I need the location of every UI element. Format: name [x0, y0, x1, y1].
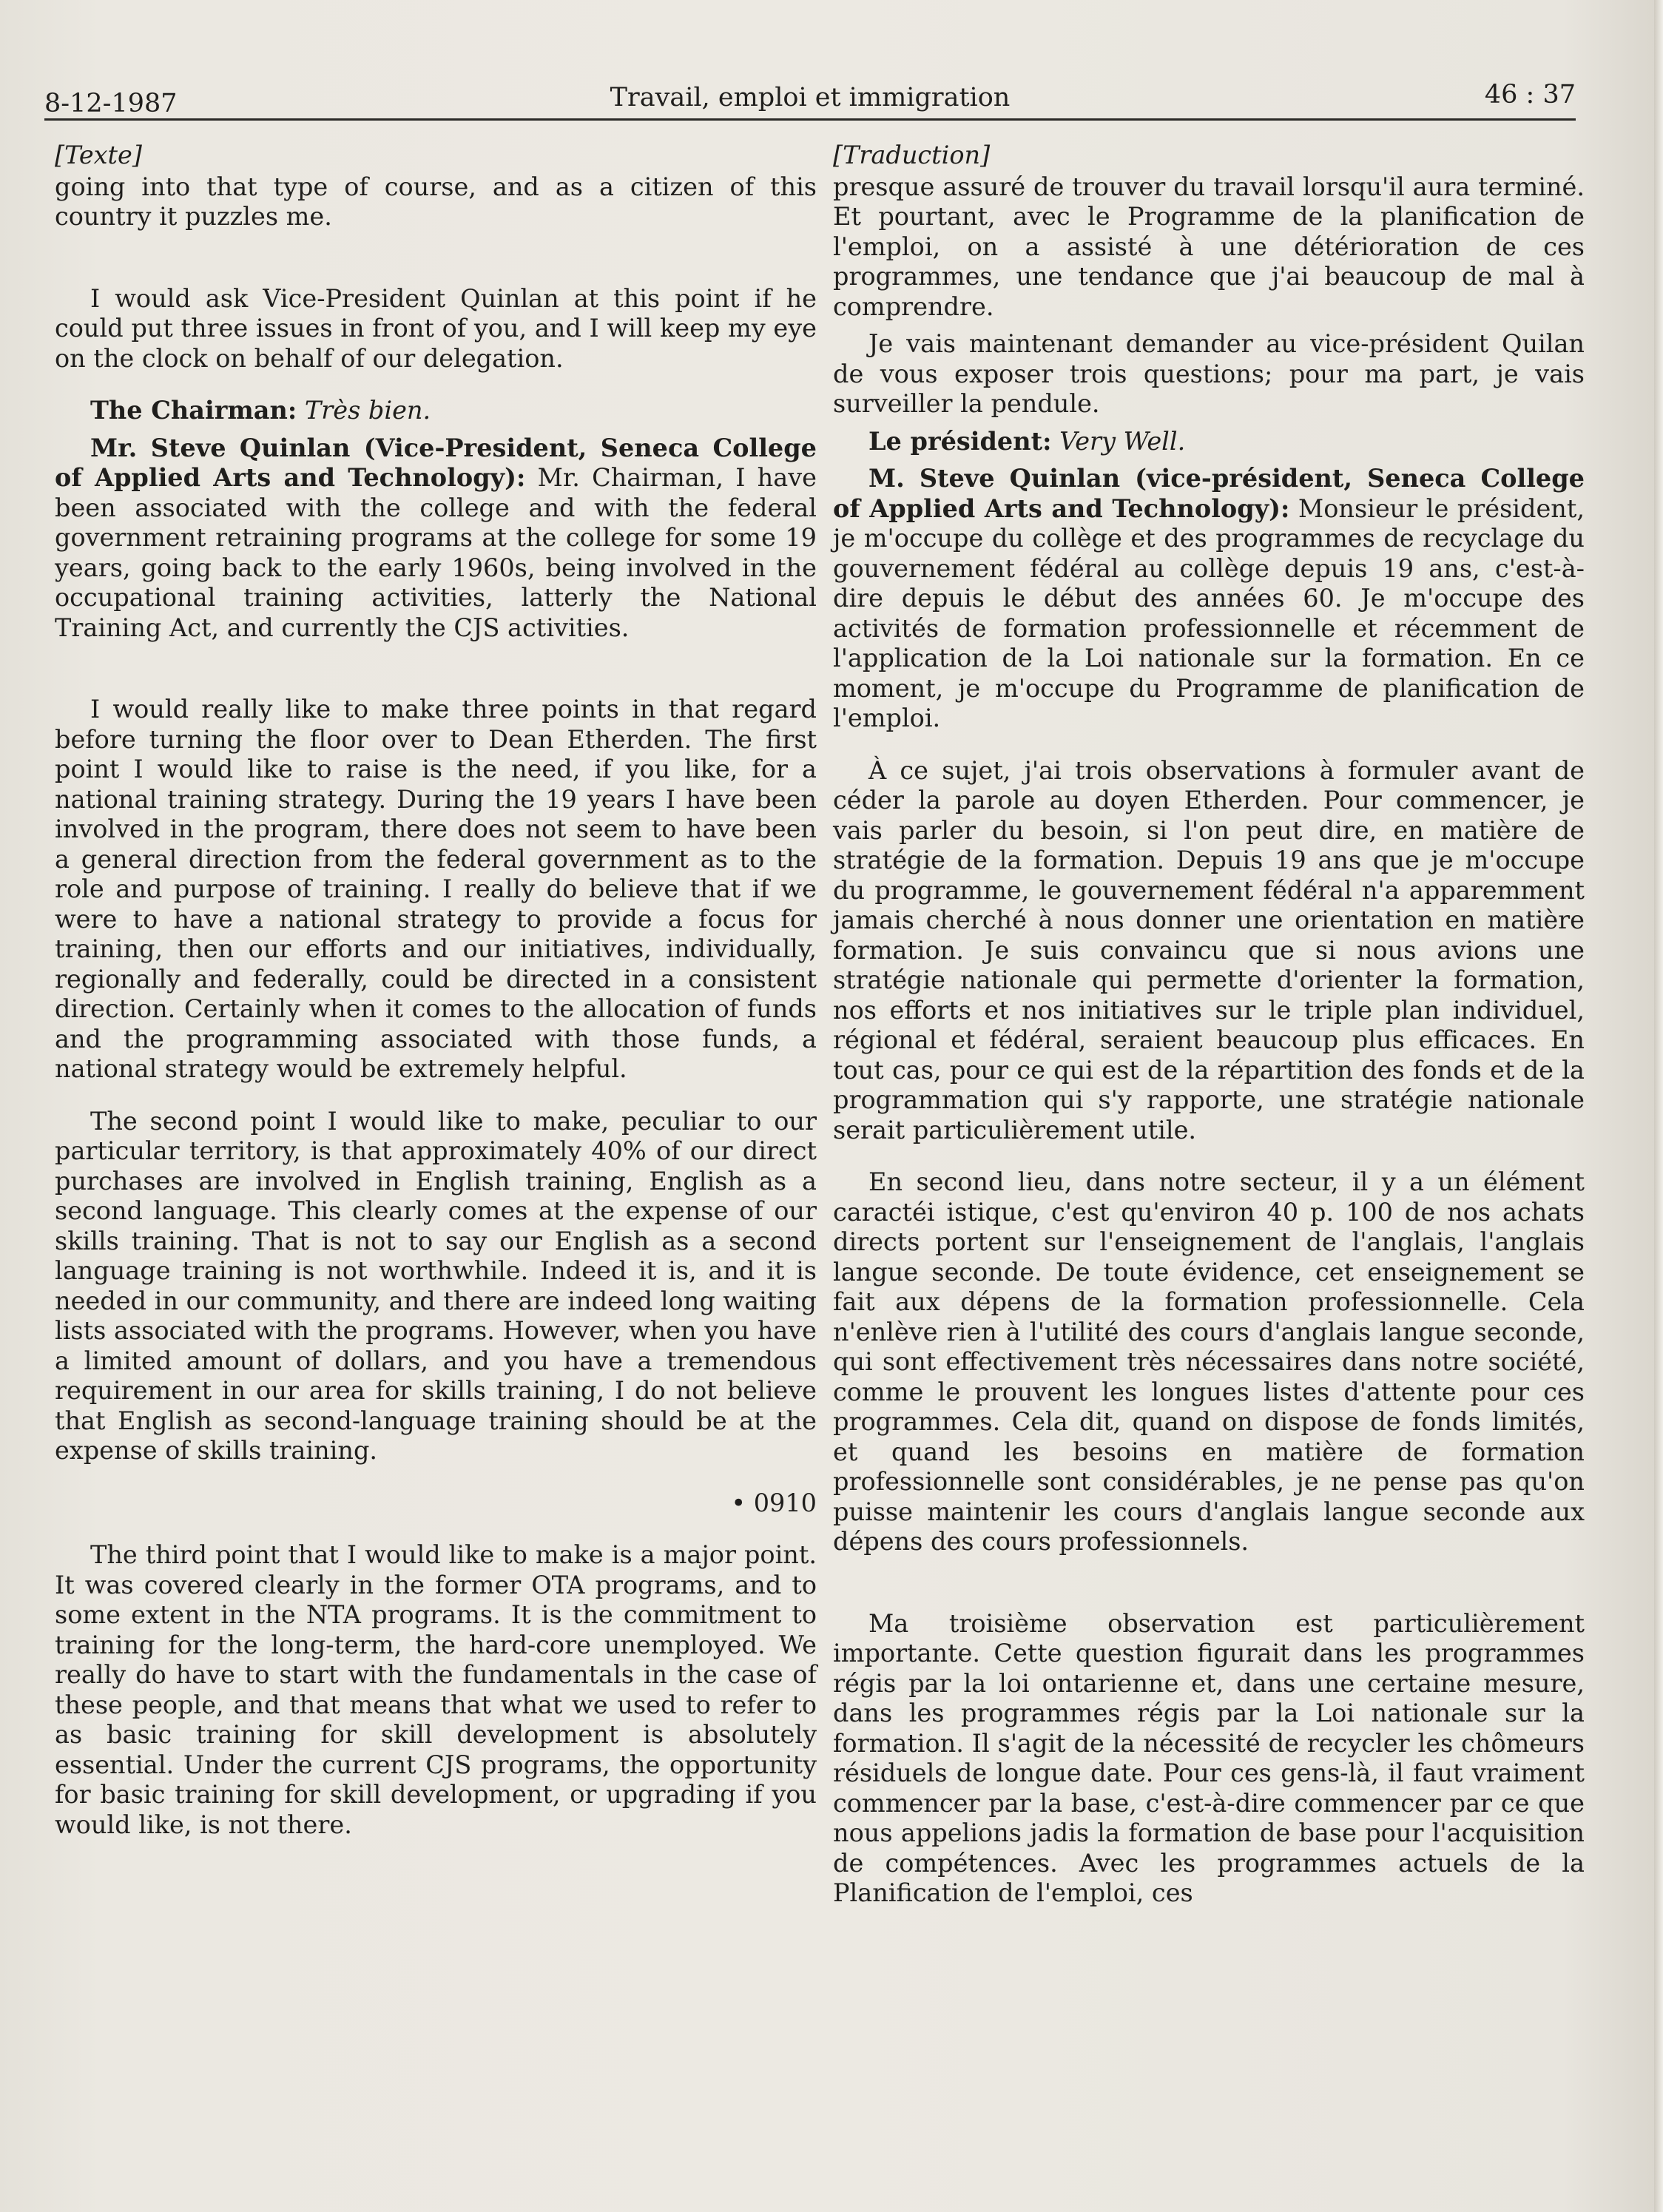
- paragraph: going into that type of course, and as a citizen of this country it puzzles me.: [55, 172, 817, 231]
- column-label: [Traduction]: [833, 141, 991, 169]
- page-header: [44, 80, 1576, 120]
- header-title: Travail, emploi et immigration: [610, 83, 1011, 112]
- header-page-number: 46 : 37: [1484, 80, 1576, 109]
- paragraph: [833, 427, 1585, 457]
- speech-text: Mr. Chairman, I have been associated with the college and with the federal government retraining programs at the college for some 19 years, going back to the early 1960s, being involved in the occupational training activities, latterly the National Training Act, and currently the CJS activities.: [55, 463, 817, 642]
- speaker-name: M. Steve Quinlan (vice-président, Seneca College of Applied Arts and Technology):: [833, 464, 1585, 523]
- header-rule: [44, 118, 1576, 121]
- paragraph: Ma troisième observation est particulièrement importante. Cette question figurait dans les programmes régis par la loi ontarienne et, dans une certaine mesure, dans les programmes régis par la Loi nationale sur la formation. Il s'agit de la nécessité de recycler les chômeurs résiduels de longue date. Pour ces gens-là, il faut vraiment commencer par la base, c'est-à-dire commencer par ce que nous appelions jadis la formation de base pour l'acquisition de compétences. Avec les programmes actuels de la Planification de l'emploi, ces: [833, 1608, 1585, 1907]
- paragraph: The second point I would like to make, peculiar to our particular territory, is that approximately 40% of our direct purchases are involved in English training, English as a second language. This clearly comes at the expense of our skills training. That is not to say our English as a second language training is not worthwhile. Indeed it is, and it is needed in our community, and there are indeed long waiting lists associated with the programs. However, when you have a limited amount of dollars, and you have a tremendous requirement in our area for skills training, I do not believe that English as second-language training should be at the expense of skills training.: [55, 1106, 817, 1465]
- paragraph: En second lieu, dans notre secteur, il y a un élément caractéi istique, c'est qu'environ 40 p. 100 de nos achats directs portent sur l'enseignement de l'anglais, l'anglais langue seconde. De toute évidence, cet enseignement se fait aux dépens de la formation professionnelle. Cela n'enlève rien à l'utilité des cours d'anglais langue seconde, qui sont effectivement très nécessaires dans notre société, comme le prouvent les longues listes d'attente pour ces programmes. Cela dit, quand on dispose de fonds limités, et quand les besoins en matière de formation professionnelle sont considérables, je ne pense pas qu'on puisse maintenir les cours d'anglais langue seconde aux dépens des cours professionnels.: [833, 1167, 1585, 1556]
- paragraph: Je vais maintenant demander au vice-président Quilan de vous exposer trois questions; pour ma part, je vais surveiller la pendule.: [833, 329, 1585, 418]
- speech-text: Très bien.: [304, 396, 431, 425]
- left-column-english: [55, 141, 817, 2182]
- header-date: 8-12-1987: [44, 89, 178, 118]
- paragraph: I would ask Vice-President Quinlan at this point if he could put three issues in front of you, and I will keep my eye on the clock on behalf of our delegation.: [55, 283, 817, 373]
- speaker-name: Mr. Steve Quinlan (Vice-President, Seneca College of Applied Arts and Technology):: [55, 433, 817, 492]
- paragraph: The third point that I would like to make is a major point. It was covered clearly in the former OTA programs, and to some extent in the NTA programs. It is the commitment to training for the long-term, the hard-core unemployed. We really do have to start with the fundamentals in the case of these people, and that means that what we used to refer to as basic training for skill development is absolutely essential. Under the current CJS programs, the opportunity for basic training for skill development, or upgrading if you would like, is not there.: [55, 1540, 817, 1839]
- paragraph: [55, 434, 817, 644]
- column-label: [Texte]: [55, 141, 142, 169]
- speaker-name: Le président:: [868, 426, 1052, 456]
- page-edge: [1654, 0, 1663, 2212]
- paragraph: I would really like to make three points in that regard before turning the floor over to Dean Etherden. The first point I would like to raise is the need, if you like, for a national training strategy. During the 19 years I have been involved in the program, there does not seem to have been a general direction from the federal government as to the role and purpose of training. I really do believe that if we were to have a national strategy to provide a focus for training, then our efforts and our initiatives, individually, regionally and federally, could be directed in a consistent direction. Certainly when it comes to the allocation of funds and the programming associated with those funds, a national strategy would be extremely helpful.: [55, 695, 817, 1083]
- right-column-french: [833, 141, 1585, 2182]
- paragraph: À ce sujet, j'ai trois observations à formuler avant de céder la parole au doyen Etherden. Pour commencer, je vais parler du besoin, si l'on peut dire, en matière de stratégie de la formation. Depuis 19 ans que je m'occupe du programme, le gouvernement fédéral n'a apparemment jamais cherché à nous donner une orientation en matière formation. Je suis convaincu que si nous avions une stratégie nationale qui permette d'orienter la formation, nos efforts et nos initiatives sur le triple plan individuel, régional et fédéral, seraient beaucoup plus efficaces. En tout cas, pour ce qui est de la répartition des fonds et de la programmation qui s'y rapporte, une stratégie nationale serait particulièrement utile.: [833, 755, 1585, 1144]
- paragraph: [55, 396, 817, 426]
- paragraph: [833, 464, 1585, 734]
- timestamp: • 0910: [731, 1488, 817, 1517]
- speaker-name: The Chairman:: [90, 396, 297, 425]
- speech-text: Monsieur le président, je m'occupe du collège et des programmes de recyclage du gouvernement fédéral au collège depuis 19 ans, c'est-à-dire depuis le début des années 60. Je m'occupe des activités de formation professionnelle et récemment de l'application de la Loi nationale sur la formation. En ce moment, je m'occupe du Programme de planification de l'emploi.: [833, 493, 1585, 732]
- paragraph: presque assuré de trouver du travail lorsqu'il aura terminé. Et pourtant, avec le Programme de la planification de l'emploi, on a assisté à une détérioration de ces programmes, une tendance que j'ai beaucoup de mal à comprendre.: [833, 172, 1585, 321]
- speech-text: Very Well.: [1059, 426, 1186, 456]
